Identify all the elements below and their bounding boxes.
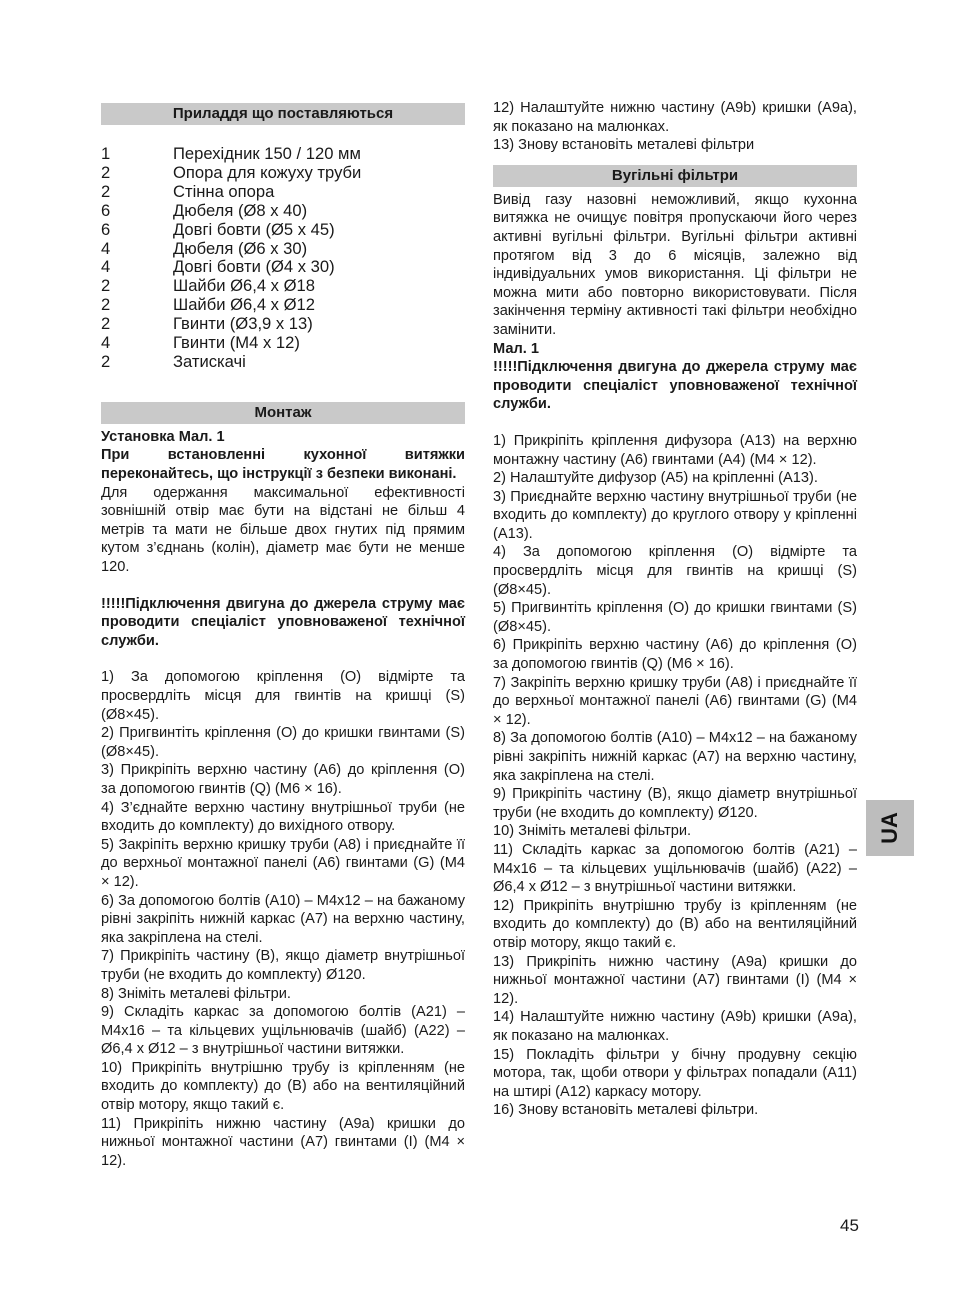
accessories-list — [101, 145, 465, 372]
accessory-qty: 2 — [101, 295, 111, 315]
accessory-qty: 2 — [101, 162, 111, 182]
step: 2) Пригвинтіть кріплення (O) до кришки гвинтами (S) (Ø8×45). — [101, 725, 465, 760]
step: 1) За допомогою кріплення (O) відмірте та просвердліть місця для гвинтів на кришці (S) (Ø8×45). — [101, 669, 465, 723]
step: 6) Прикріпіть верхню частину (A6) до кріплення (O) за допомогою гвинтів (Q) (M6 × 16). — [493, 637, 857, 673]
step: 2) Налаштуйте дифузор (A5) на кріпленні (A13). — [493, 470, 818, 487]
step: 13) Прикріпіть нижню частину (A9a) кришки до нижньої монтажної частини (A7) гвинтами (I) (M4 × 12). — [493, 953, 857, 1007]
step: 8) Зніміть металеві фільтри. — [101, 985, 291, 1002]
electric-warning: !!!!!Підключення двигуна до джерела струму має проводити спеціаліст уповноваженої технічної служби. — [493, 359, 857, 413]
left-column — [101, 103, 465, 1170]
accessory-name: Довгі бовти (Ø5 x 45) — [173, 219, 335, 239]
step: 5) Закріпіть верхню кришку труби (A8) і приєднайте її до верхньої монтажної панелі (A6) гвинтами (G) (M4 × 12). — [101, 836, 465, 890]
safety-warning: При встановленні кухонної витяжки переконайтесь, що інструкції з безпеки виконані. — [101, 447, 465, 483]
carbon-steps — [493, 432, 857, 1120]
mounting-subhead: Установка Мал. 1 — [101, 428, 225, 445]
mounting-steps — [101, 668, 465, 1170]
step: 14) Налаштуйте нижню частину (A9b) кришки (A9a), як показано на малюнках. — [493, 1009, 857, 1044]
step: 12) Налаштуйте нижню частину (A9b) кришки (A9a), як показано на малюнках. — [493, 100, 857, 135]
electric-warning: !!!!!Підключення двигуна до джерела струму має проводити спеціаліст уповноваженої технічної служби. — [101, 595, 465, 649]
accessory-qty: 2 — [101, 314, 111, 334]
accessory-item — [101, 296, 465, 315]
accessory-name: Стінна опора — [173, 181, 275, 201]
carbon-filters-intro: Вивід газу назовні неможливий, якщо кухонна витяжка не очищує повітря пропускаючи його через активні вугільні фільтри. Вугільні фільтри активні протягом від 3 до 6 місяців, залежно від індивідуальних умов використання. Ці фільтри не можна мити або повторно використовувати. Після закінчення терміну активності такі фільтри необхідно замінити. — [493, 191, 857, 338]
accessory-qty: 4 — [101, 238, 111, 258]
accessory-item — [101, 164, 465, 183]
step: 15) Покладіть фільтри у бічну продувну секцію мотора, так, щоби отвори у фільтрах попадали (A11) на штирі (A12) каркасу мотору. — [493, 1046, 857, 1100]
accessory-qty: 2 — [101, 181, 111, 201]
accessory-name: Опора для кожуху труби — [173, 162, 362, 182]
page-number: 45 — [840, 1216, 859, 1235]
accessory-item — [101, 353, 465, 372]
accessory-qty: 2 — [101, 351, 111, 371]
accessory-item — [101, 315, 465, 334]
accessory-qty: 4 — [101, 333, 111, 353]
step: 7) Прикріпіть частину (B), якщо діаметр внутрішньої труби (не входить до комплекту) Ø120. — [101, 948, 465, 983]
accessory-item — [101, 277, 465, 296]
step: 12) Прикріпіть внутрішню трубу із кріпленням (не входить до комплекту) до (B) або на вентиляційний отвір мотору, якщо такий є. — [493, 897, 857, 951]
step: 8) За допомогою болтів (A10) – M4x12 – на бажаному рівні закріпіть нижній каркас (A7) на верхню частину, яка закріплена на стелі. — [493, 730, 857, 784]
accessory-item — [101, 240, 465, 259]
step: 11) Прикріпіть нижню частину (A9a) кришки до нижньої монтажної частини (A7) гвинтами (I) (M4 × 12). — [101, 1115, 465, 1169]
accessory-item — [101, 334, 465, 353]
mounting-steps-continued — [493, 99, 857, 155]
step: 6) За допомогою болтів (A10) – M4x12 – на бажаному рівні закріпіть нижній каркас (A7) на верхню частину, яка закріплена на стелі. — [101, 892, 465, 946]
accessory-qty: 4 — [101, 257, 111, 277]
mounting-heading: Монтаж — [101, 402, 465, 424]
accessory-item — [101, 221, 465, 240]
step: 4) За допомогою кріплення (O) відмірте та просвердліть місця для гвинтів на кришці (S) (Ø8×45). — [493, 544, 857, 598]
accessory-item — [101, 145, 465, 164]
language-tab — [866, 800, 914, 856]
accessory-name: Перехідник 150 / 120 мм — [173, 144, 361, 163]
step: 13) Знову встановіть металеві фільтри — [493, 137, 755, 154]
accessory-name: Дюбеля (Ø8 x 40) — [173, 200, 308, 220]
accessory-qty: 6 — [101, 200, 111, 220]
accessory-name: Дюбеля (Ø6 x 30) — [173, 238, 308, 258]
step: 5) Пригвинтіть кріплення (O) до кришки гвинтами (S) (Ø8×45). — [493, 600, 857, 635]
accessory-name: Шайби Ø6,4 x Ø12 — [173, 295, 315, 315]
step: 9) Прикріпіть частину (B), якщо діаметр внутрішньої труби (не входить до комплекту) Ø120. — [493, 786, 857, 821]
accessory-name: Довгі бовти (Ø4 x 30) — [173, 257, 335, 277]
step: 11) Складіть каркас за допомогою болтів (A21) – M4x16 – та кільцевих ущільнювачів (шайб) (A22) – Ø6,4 x Ø12 – з внутрішньої частини витяжки. — [493, 841, 857, 896]
accessory-name: Гвинти (M4 x 12) — [173, 333, 300, 353]
accessory-qty: 2 — [101, 276, 111, 296]
carbon-filters-heading: Вугільні фільтри — [493, 165, 857, 187]
accessory-item — [101, 183, 465, 202]
mounting-intro: Для одержання максимальної ефективності зовнішній отвір має бути на відстані не більш 4 метрів та мати не більше двох гнутих під прямим кутом з’єднань (колін), діаметр має бути не менше 120. — [101, 484, 465, 576]
accessory-name: Шайби Ø6,4 x Ø18 — [173, 276, 315, 296]
right-column — [493, 99, 857, 1120]
step: 1) Прикріпіть кріплення дифузора (A13) на верхню монтажну частину (A6) гвинтами (A4) (M4 × 12). — [493, 432, 857, 468]
accessory-qty: 1 — [101, 144, 111, 163]
step: 10) Прикріпіть внутрішню трубу із кріпленням (не входить до комплекту) до (B) або на вентиляційний отвір мотору, якщо такий є. — [101, 1059, 465, 1114]
accessory-qty: 6 — [101, 219, 111, 239]
step: 3) Прикріпіть верхню частину (A6) до кріплення (O) за допомогою гвинтів (Q) (M6 × 16). — [101, 762, 465, 797]
accessory-name: Затискачі — [173, 351, 246, 371]
step: 10) Зніміть металеві фільтри. — [493, 823, 692, 840]
accessory-name: Гвинти (Ø3,9 x 13) — [173, 314, 313, 334]
step: 16) Знову встановіть металеві фільтри. — [493, 1102, 759, 1119]
accessories-heading: Приладдя що поставляються — [101, 103, 465, 125]
accessory-item — [101, 202, 465, 221]
language-label: UA — [877, 812, 902, 844]
step: 4) З’єднайте верхню частину внутрішньої труби (не входить до комплекту) до вихідного отвору. — [101, 799, 465, 835]
figure-reference: Мал. 1 — [493, 340, 539, 357]
step: 9) Складіть каркас за допомогою болтів (A21) – M4x16 – та кільцевих ущільнювачів (шайб) (A22) – Ø6,4 x Ø12 – з внутрішньої частини витяжки. — [101, 1004, 465, 1058]
step: 7) Закріпіть верхню кришку труби (A8) і приєднайте її до верхньої монтажної панелі (A6) гвинтами (G) (M4 × 12). — [493, 674, 857, 728]
accessory-item — [101, 258, 465, 277]
step: 3) Приєднайте верхню частину внутрішньої труби (не входить до комплекту) до круглого отвору у кріпленні (A13). — [493, 488, 857, 542]
